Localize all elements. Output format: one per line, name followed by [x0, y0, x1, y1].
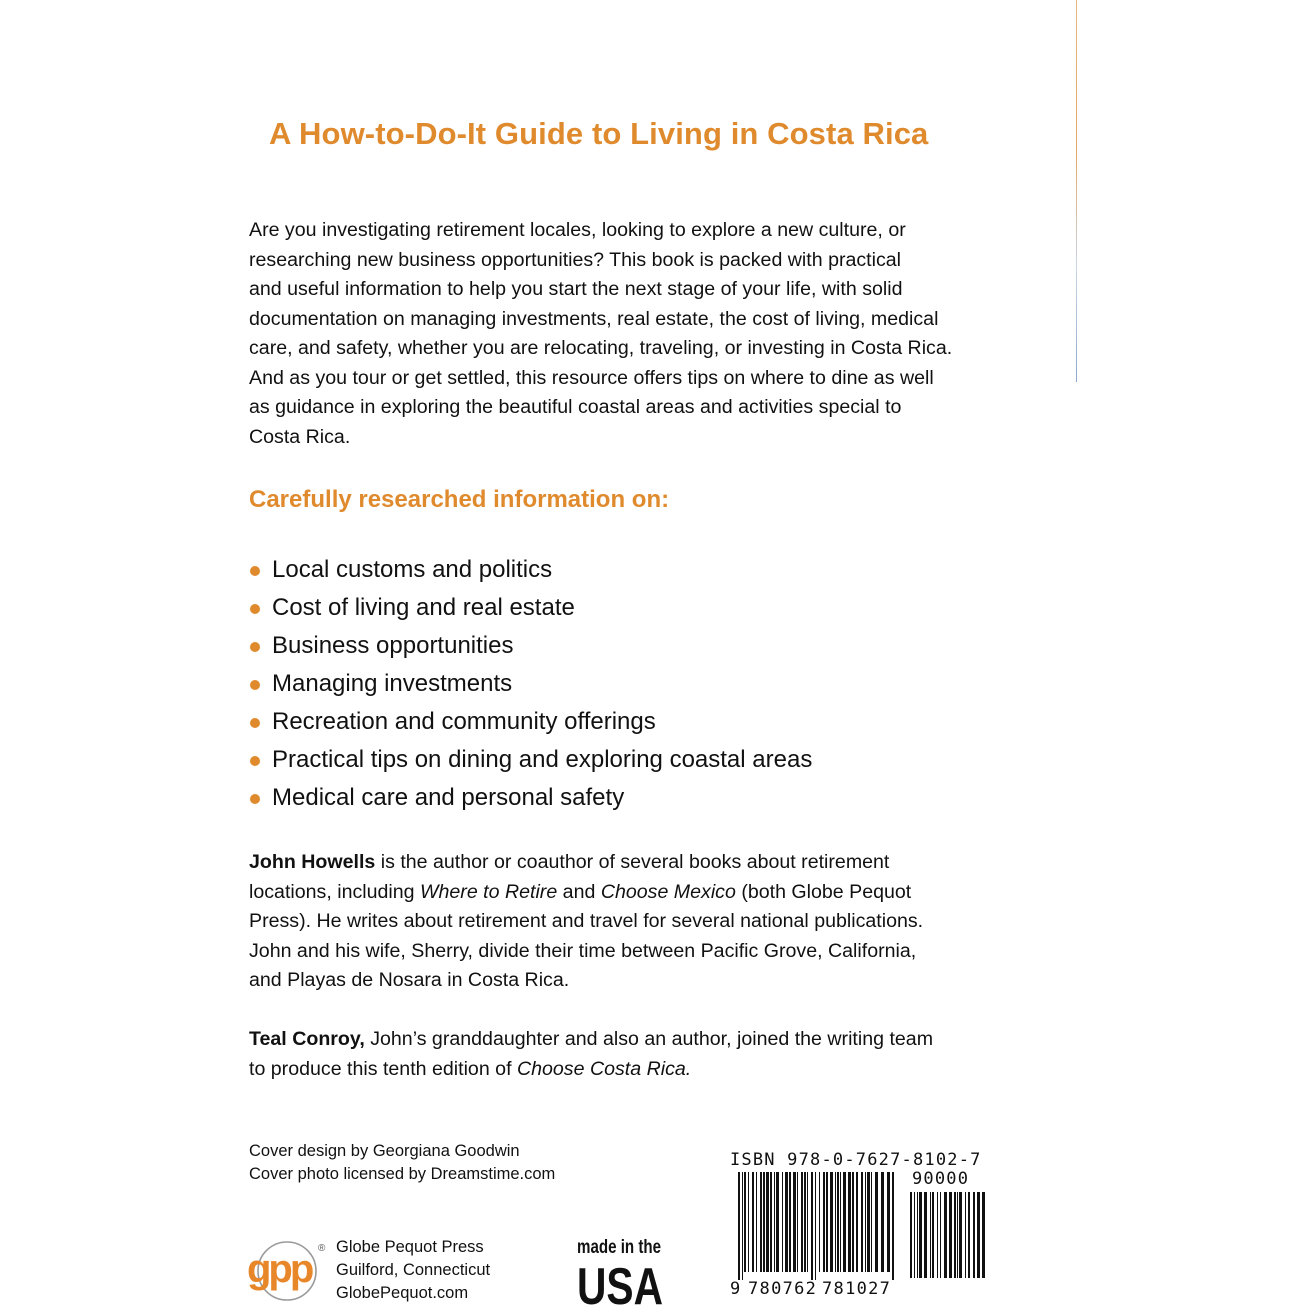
list-item-label: Medical care and personal safety — [272, 784, 625, 811]
barcode-bar — [815, 1172, 816, 1280]
barcode-bar — [881, 1172, 884, 1272]
author-bio-text: and Playas de Nosara in Costa Rica. — [249, 969, 570, 991]
barcode-bar — [797, 1172, 798, 1272]
barcode-bar — [856, 1172, 858, 1272]
barcode-digits-right: 781027 — [822, 1279, 892, 1299]
barcode-bar — [965, 1192, 966, 1278]
barcode-bar — [914, 1192, 915, 1278]
cover-photo-credit: Cover photo licensed by Dreamstime.com — [249, 1165, 556, 1183]
list-item — [249, 665, 812, 703]
coauthor-name: Teal Conroy, — [249, 1028, 365, 1050]
barcode-bar — [793, 1172, 796, 1272]
barcode-bar — [968, 1192, 970, 1278]
book-title: Choose Mexico — [600, 880, 736, 903]
barcode-bar — [861, 1172, 863, 1272]
svg-text:gpp: gpp — [247, 1247, 312, 1291]
barcode-bar — [785, 1172, 788, 1272]
list-item — [249, 779, 812, 817]
barcode-bar — [892, 1172, 894, 1280]
barcode-bar — [944, 1192, 947, 1278]
info-bullet-list — [249, 551, 812, 817]
barcode-graphic — [730, 1170, 986, 1298]
barcode-bar — [852, 1172, 854, 1272]
barcode-bar — [875, 1172, 878, 1272]
publisher-name: Globe Pequot Press — [336, 1238, 484, 1256]
intro-line: And as you tour or get settled, this resource offers tips on where to dine as well — [249, 366, 934, 389]
barcode-bar — [789, 1172, 791, 1272]
barcode-bar — [766, 1172, 769, 1272]
barcode-bar — [977, 1192, 980, 1278]
barcode-bar — [742, 1172, 743, 1280]
list-item-label: Practical tips on dining and exploring coastal areas — [272, 746, 813, 773]
barcode-digit-lead: 9 — [730, 1279, 741, 1299]
isbn-label: ISBN 978-0-7627-8102-7 — [730, 1150, 982, 1170]
barcode-bar — [744, 1172, 746, 1272]
barcode-bar — [811, 1172, 813, 1280]
barcode-bar — [954, 1192, 956, 1278]
barcode-bar — [756, 1172, 757, 1272]
bullet-dot-icon — [250, 794, 260, 804]
barcode-bar — [752, 1172, 754, 1272]
barcode-bar — [776, 1172, 779, 1272]
barcode-bar — [937, 1192, 938, 1278]
coauthor-bio-text: John’s granddaughter and also an author, joined the writing team — [364, 1028, 934, 1050]
barcode-addon-bars — [910, 1192, 985, 1278]
barcode-bar — [932, 1192, 934, 1278]
bullet-dot-icon — [250, 680, 260, 690]
list-item — [249, 741, 812, 779]
author-bio-text: and — [557, 880, 601, 903]
barcode-bar — [959, 1192, 962, 1278]
barcode-bar — [774, 1172, 775, 1272]
author-bio — [249, 848, 1009, 996]
intro-paragraph — [249, 216, 1009, 452]
intro-line: as guidance in exploring the beautiful coastal areas and activities special to — [249, 396, 902, 418]
barcode-bar — [887, 1172, 890, 1272]
barcode-bar — [919, 1192, 922, 1278]
bullet-dot-icon — [250, 718, 260, 728]
barcode-bar — [949, 1192, 952, 1278]
barcode-bar — [748, 1172, 749, 1272]
info-subheading: Carefully researched information on: — [249, 486, 670, 513]
author-bio-text: locations, including — [249, 880, 421, 903]
spine-edge-line — [1076, 0, 1077, 382]
price-code-label: 90000 — [912, 1169, 970, 1189]
barcode-bar — [982, 1192, 985, 1278]
barcode-bar — [770, 1172, 772, 1272]
list-item-label: Local customs and politics — [272, 556, 553, 583]
intro-line: care, and safety, whether you are relocating, traveling, or investing in Costa Rica. — [249, 337, 953, 359]
list-item-label: Recreation and community offerings — [272, 708, 656, 735]
svg-text:USA: USA — [577, 1258, 663, 1312]
barcode-bar — [940, 1192, 941, 1278]
isbn-barcode — [730, 1150, 986, 1300]
barcode-bar — [826, 1172, 828, 1272]
barcode-bar — [865, 1172, 866, 1272]
publisher-city: Guilford, Connecticut — [336, 1261, 491, 1279]
author-bio-text: (both Globe Pequot — [735, 880, 912, 903]
author-bio-text: Press). He writes about retirement and travel for several national publications. — [249, 910, 924, 932]
author-bio-text: John and his wife, Sherry, divide their time between Pacific Grove, California, — [249, 939, 917, 962]
svg-text:made in the: made in the — [577, 1237, 661, 1258]
cover-credits — [249, 1140, 555, 1186]
barcode-digits-left: 780762 — [748, 1279, 818, 1299]
barcode-bar — [910, 1192, 912, 1278]
barcode-bar — [867, 1172, 870, 1272]
list-item-label: Managing investments — [272, 670, 513, 697]
list-item — [249, 551, 812, 589]
bullet-dot-icon — [250, 642, 260, 652]
cover-design-credit: Cover design by Georgiana Goodwin — [249, 1142, 520, 1160]
barcode-bar — [973, 1192, 975, 1278]
publisher-block — [249, 1236, 569, 1306]
barcode-bar — [871, 1172, 872, 1272]
barcode-bar — [801, 1172, 803, 1272]
barcode-bar — [930, 1192, 931, 1278]
barcode-bar — [804, 1172, 806, 1272]
barcode-bar — [823, 1172, 825, 1272]
barcode-bar — [830, 1172, 833, 1272]
author-bio-text: is the author or coauthor of several books about retirement — [375, 851, 890, 873]
barcode-bar — [782, 1172, 783, 1272]
book-title: Where to Retire — [420, 880, 558, 903]
intro-line: Are you investigating retirement locales, looking to explore a new culture, or — [249, 219, 906, 241]
list-item — [249, 589, 812, 627]
intro-line: Costa Rica. — [249, 425, 351, 448]
barcode-bar — [840, 1172, 841, 1272]
list-item — [249, 627, 812, 665]
bullet-dot-icon — [250, 756, 260, 766]
list-item — [249, 703, 812, 741]
publisher-info — [336, 1236, 490, 1305]
barcode-bar — [835, 1172, 836, 1272]
bullet-dot-icon — [250, 604, 260, 614]
intro-line: and useful information to help you start the next stage of your life, with solid — [249, 278, 903, 300]
barcode-bar — [760, 1172, 762, 1272]
barcode-bar — [917, 1192, 918, 1278]
barcode-bar — [843, 1172, 846, 1272]
barcode-bar — [848, 1172, 851, 1272]
cover-heading: A How-to-Do-It Guide to Living in Costa Rica — [269, 116, 929, 151]
intro-line: documentation on managing investments, real estate, the cost of living, medical — [249, 307, 939, 330]
list-item-label: Business opportunities — [272, 632, 514, 659]
coauthor-bio — [249, 1025, 1009, 1084]
barcode-bar — [738, 1172, 740, 1280]
svg-text:®: ® — [318, 1243, 326, 1254]
book-title: Choose Costa Rica. — [516, 1057, 692, 1080]
bullet-dot-icon — [250, 566, 260, 576]
list-item-label: Cost of living and real estate — [272, 594, 575, 621]
author-name: John Howells — [249, 851, 376, 873]
barcode-bar — [819, 1172, 820, 1272]
barcode-bar — [763, 1172, 765, 1272]
barcode-bars — [738, 1172, 894, 1280]
intro-line: researching new business opportunities? This book is packed with practical — [249, 248, 902, 271]
barcode-bar — [924, 1192, 927, 1278]
made-in-usa-logo-icon — [577, 1232, 667, 1312]
barcode-bar — [837, 1172, 839, 1272]
coauthor-bio-text: to produce this tenth edition of — [249, 1057, 517, 1080]
barcode-bar — [807, 1172, 808, 1272]
barcode-bar — [957, 1192, 958, 1278]
publisher-website: GlobePequot.com — [336, 1284, 469, 1302]
gpp-logo-icon — [245, 1238, 327, 1302]
